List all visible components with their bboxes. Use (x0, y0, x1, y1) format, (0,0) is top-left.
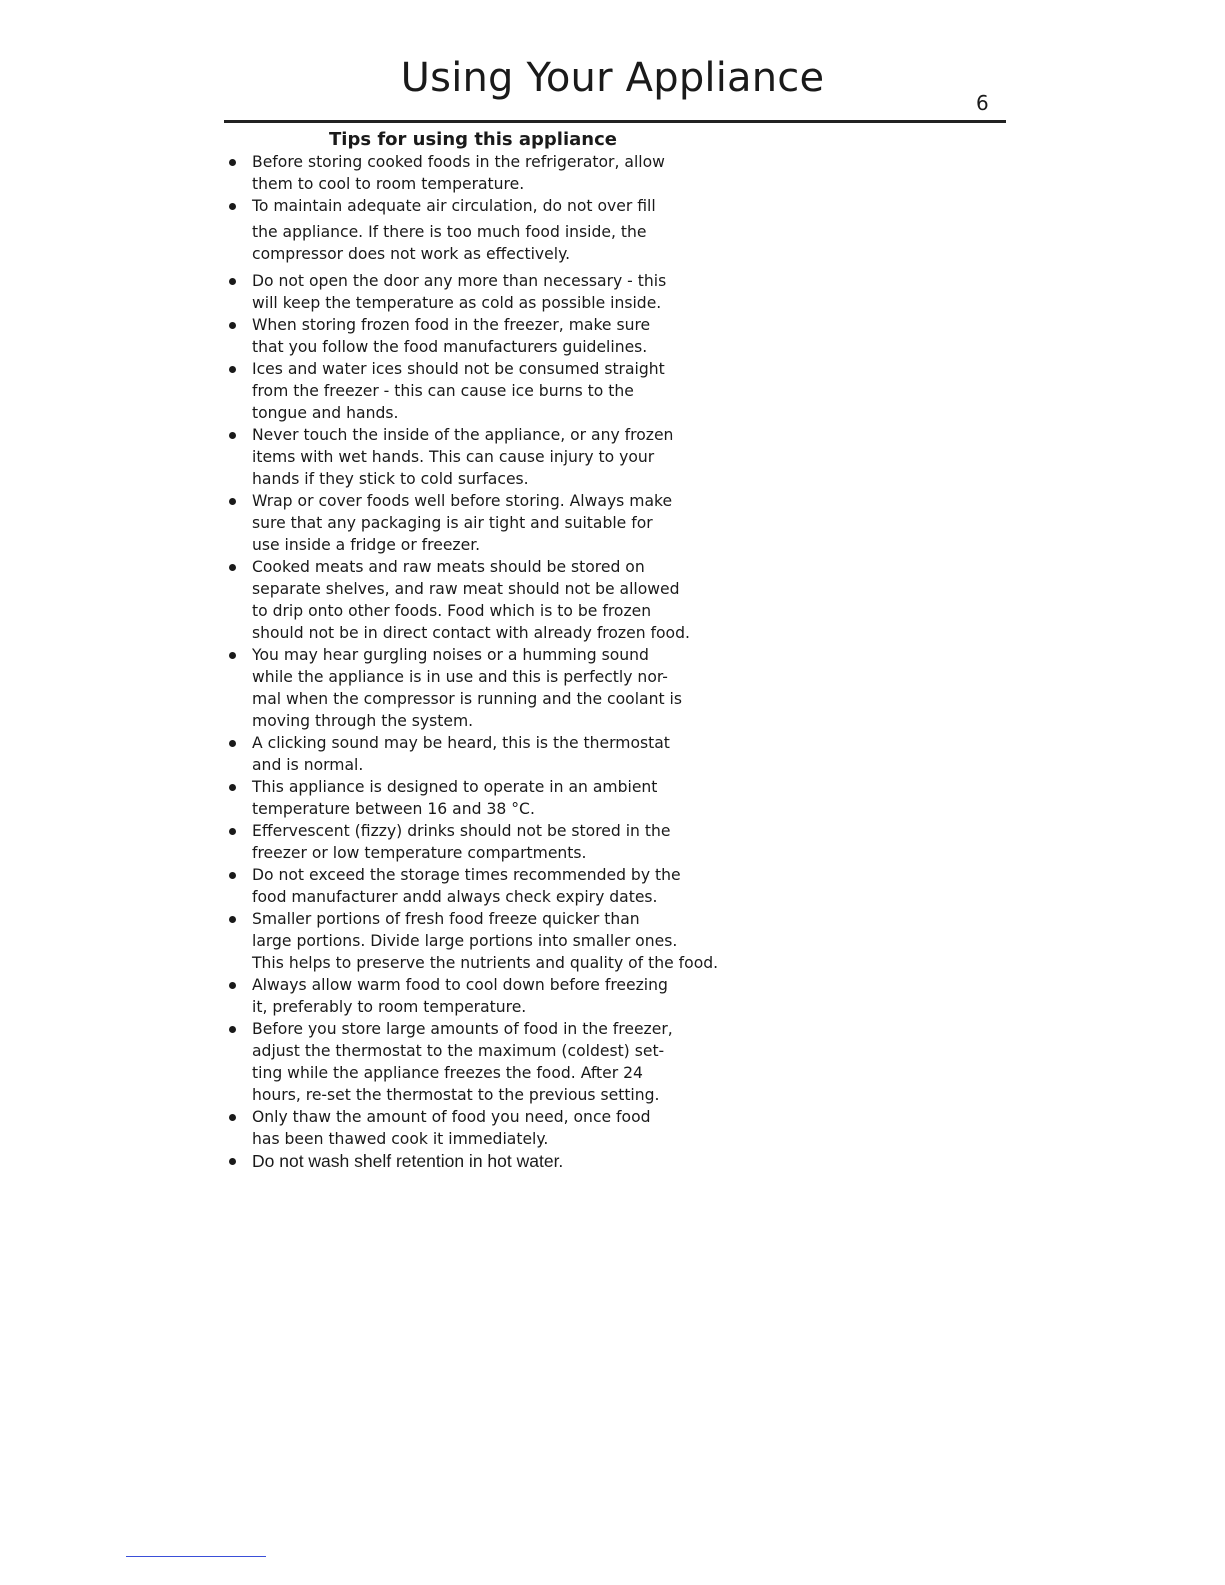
tip-line: that you follow the food manufacturers guidelines. (252, 338, 648, 356)
bullet-icon (229, 916, 236, 923)
bullet-icon (229, 1158, 236, 1165)
bullet-icon (229, 740, 236, 747)
tip-line: This appliance is designed to operate in an ambient (252, 778, 658, 796)
bullet-icon (229, 828, 236, 835)
tip-line: from the freezer - this can cause ice burns to the (252, 382, 634, 400)
tip-wet-hands (226, 424, 786, 490)
page-title: Using Your Appliance (400, 55, 825, 101)
tip-wrap-foods (226, 490, 786, 556)
tip-line: will keep the temperature as cold as possible inside. (252, 294, 662, 312)
tip-line: should not be in direct contact with already frozen food. (252, 624, 690, 642)
tip-air-circulation (226, 195, 786, 265)
tip-line: Do not wash shelf retention in hot water. (252, 1151, 564, 1171)
tip-line: When storing frozen food in the freezer, make sure (252, 316, 651, 334)
tip-line: and is normal. (252, 756, 364, 774)
footer-link-underline[interactable] (126, 1556, 266, 1557)
tip-line: Do not open the door any more than necessary - this (252, 272, 667, 290)
tip-thaw-food (226, 1106, 786, 1150)
tip-cool-before-freezing (226, 974, 786, 1018)
tip-line: You may hear gurgling noises or a humming sound (252, 646, 649, 664)
tip-line: separate shelves, and raw meat should not be allowed (252, 580, 680, 598)
tip-gurgling-noises (226, 644, 786, 732)
tip-line: temperature between 16 and 38 °C. (252, 800, 535, 818)
tip-line: Before storing cooked foods in the refrigerator, allow (252, 153, 665, 171)
tip-line: adjust the thermostat to the maximum (coldest) set- (252, 1042, 665, 1060)
tip-ambient-temperature (226, 776, 786, 820)
bullet-icon (229, 872, 236, 879)
page-number: 6 (976, 91, 989, 115)
tip-clicking-sound (226, 732, 786, 776)
tip-meat-storage (226, 556, 786, 644)
tip-line: moving through the system. (252, 712, 474, 730)
tip-fizzy-drinks (226, 820, 786, 864)
tip-line: has been thawed cook it immediately. (252, 1130, 549, 1148)
tip-smaller-portions (226, 908, 786, 974)
tip-line: Only thaw the amount of food you need, once food (252, 1108, 651, 1126)
tip-line: This helps to preserve the nutrients and quality of the food. (252, 954, 719, 972)
tip-line: the appliance. If there is too much food inside, the (252, 223, 647, 241)
tips-list (226, 151, 786, 1172)
tip-line: food manufacturer andd always check expiry dates. (252, 888, 658, 906)
tip-line: use inside a fridge or freezer. (252, 536, 481, 554)
tip-line: sure that any packaging is air tight and suitable for (252, 514, 653, 532)
tip-ice-burns (226, 358, 786, 424)
tip-line: to drip onto other foods. Food which is to be frozen (252, 602, 652, 620)
bullet-icon (229, 366, 236, 373)
tip-line: hours, re-set the thermostat to the previous setting. (252, 1086, 660, 1104)
bullet-icon (229, 322, 236, 329)
tip-line: freezer or low temperature compartments. (252, 844, 587, 862)
bullet-icon (229, 432, 236, 439)
tip-line: A clicking sound may be heard, this is the thermostat (252, 734, 670, 752)
tip-line: ting while the appliance freezes the food. After 24 (252, 1064, 643, 1082)
tip-thermostat-adjust (226, 1018, 786, 1106)
tip-storage-times (226, 864, 786, 908)
section-heading: Tips for using this appliance (329, 129, 617, 150)
tip-line: Always allow warm food to cool down before freezing (252, 976, 668, 994)
bullet-icon (229, 498, 236, 505)
bullet-icon (229, 278, 236, 285)
tip-line: while the appliance is in use and this is perfectly nor- (252, 668, 668, 686)
tip-line: Do not exceed the storage times recommended by the (252, 866, 681, 884)
bullet-icon (229, 159, 236, 166)
bullet-icon (229, 784, 236, 791)
tip-line: Before you store large amounts of food in the freezer, (252, 1020, 673, 1038)
tip-line: large portions. Divide large portions into smaller ones. (252, 932, 678, 950)
tip-line: Wrap or cover foods well before storing. Always make (252, 492, 673, 510)
tip-line: Never touch the inside of the appliance, or any frozen (252, 426, 674, 444)
tip-line: compressor does not work as effectively. (252, 245, 571, 263)
tip-shelf-retention (226, 1150, 786, 1172)
tip-line: Smaller portions of fresh food freeze quicker than (252, 910, 640, 928)
bullet-icon (229, 564, 236, 571)
tip-line: Effervescent (fizzy) drinks should not be stored in the (252, 822, 671, 840)
bullet-icon (229, 652, 236, 659)
tip-line: tongue and hands. (252, 404, 399, 422)
tip-frozen-food (226, 314, 786, 358)
tip-line: Cooked meats and raw meats should be stored on (252, 558, 645, 576)
tip-line: hands if they stick to cold surfaces. (252, 470, 529, 488)
bullet-icon (229, 1026, 236, 1033)
bullet-icon (229, 982, 236, 989)
tip-line: To maintain adequate air circulation, do not over fill (252, 197, 656, 215)
bullet-icon (229, 1114, 236, 1121)
tip-line: items with wet hands. This can cause injury to your (252, 448, 655, 466)
tip-line: Ices and water ices should not be consumed straight (252, 360, 665, 378)
tip-door-opening (226, 270, 786, 314)
tip-cool-before-storing (226, 151, 786, 195)
tip-line: mal when the compressor is running and the coolant is (252, 690, 683, 708)
header-divider (224, 120, 1006, 123)
bullet-icon (229, 203, 236, 210)
tip-line: it, preferably to room temperature. (252, 998, 527, 1016)
tip-line: them to cool to room temperature. (252, 175, 525, 193)
